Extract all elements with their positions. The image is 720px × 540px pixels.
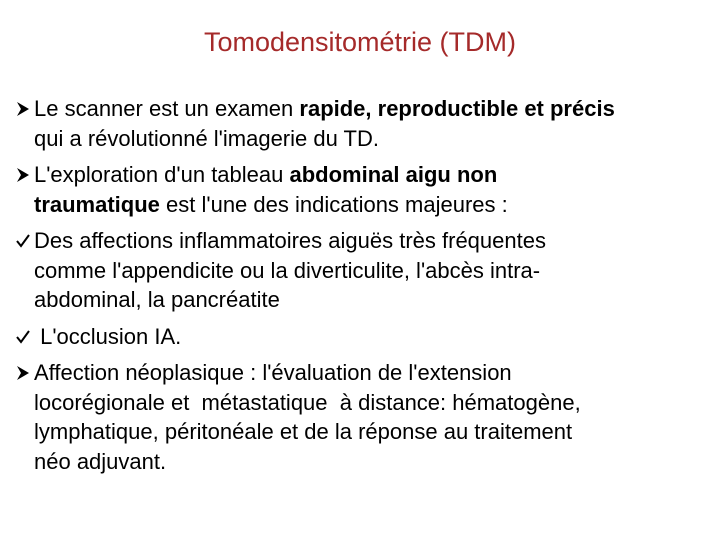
bullet-line bbox=[34, 322, 712, 352]
text-run: néo adjuvant. bbox=[34, 448, 167, 474]
bullet-line bbox=[34, 94, 712, 124]
text-run: L'occlusion IA. bbox=[34, 323, 182, 349]
bullet-line bbox=[34, 447, 712, 477]
text-run: Affection néoplasique : l'évaluation de l'extension bbox=[34, 360, 512, 385]
bullet-item-scanner bbox=[18, 94, 712, 153]
bullet-line bbox=[34, 256, 712, 286]
text-run: comme l'appendicite ou la diverticulite, l'abcès intra- bbox=[34, 257, 541, 283]
text-run: qui a révolutionné l'imagerie du TD. bbox=[34, 125, 379, 151]
bullet-line bbox=[34, 285, 712, 315]
bullet-line bbox=[34, 190, 712, 220]
bullet-list bbox=[18, 94, 712, 483]
bullet-line bbox=[34, 124, 712, 154]
bullet-item-occlusion bbox=[18, 322, 712, 352]
bold-text-run: abdominal aigu non bbox=[289, 162, 498, 187]
text-run: est l'une des indications majeures : bbox=[159, 191, 508, 217]
bullet-line bbox=[34, 388, 712, 418]
bullet-item-exploration bbox=[18, 160, 712, 219]
bold-text-run: traumatique bbox=[34, 191, 160, 217]
text-run: locorégionale et métastatique à distance: hématogène, bbox=[34, 389, 581, 415]
text-run: Le scanner est un examen bbox=[34, 96, 300, 121]
bullet-line bbox=[34, 417, 712, 447]
bullet-line bbox=[34, 160, 712, 190]
text-run: lymphatique, péritonéale et de la réponse au traitement bbox=[34, 419, 573, 444]
bullet-line bbox=[34, 226, 712, 256]
bold-text-run: rapide, reproductible et précis bbox=[299, 96, 615, 121]
text-run: L'exploration d'un tableau bbox=[34, 162, 290, 187]
bullet-item-affections bbox=[18, 226, 712, 315]
text-run: abdominal, la pancréatite bbox=[34, 287, 280, 312]
text-run: Des affections inflammatoires aiguës très fréquentes bbox=[34, 228, 546, 253]
bullet-line bbox=[34, 358, 712, 388]
slide-title: Tomodensitométrie (TDM) bbox=[203, 27, 517, 57]
bullet-item-neoplasique bbox=[18, 358, 712, 476]
